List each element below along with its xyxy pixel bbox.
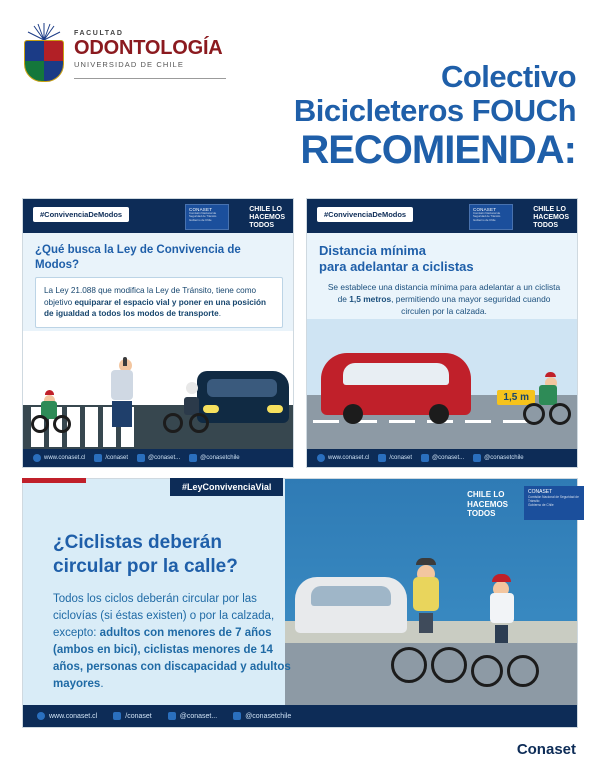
panel1-callout-pre: La Ley 21.088 que modifica la Ley de Tránsito, tiene como objetivo — [44, 286, 257, 307]
panel1-brand-slogan — [249, 206, 285, 230]
footer-web[interactable]: www.conaset.cl — [37, 712, 97, 720]
chile-lo-line1: CHILE LO — [467, 490, 505, 499]
instagram-icon — [189, 454, 197, 462]
red-car-icon — [321, 353, 471, 415]
facebook-icon — [94, 454, 102, 462]
title-line-1: Colectivo — [440, 59, 576, 94]
footer-instagram[interactable]: @conasetchile — [473, 454, 523, 462]
footer-instagram[interactable]: @conasetchile — [189, 454, 239, 462]
title-line-3: RECOMIENDA: — [300, 128, 576, 172]
bike-wheel — [507, 655, 539, 687]
footer-facebook[interactable]: /conaset — [113, 712, 151, 720]
bike-wheel — [431, 647, 467, 683]
dark-car-icon — [197, 371, 289, 423]
chile-lo-line3: TODOS — [467, 509, 496, 518]
logo-faculty-label: FACULTAD — [74, 30, 124, 37]
footer-brand: Conaset — [516, 741, 576, 758]
footer-instagram[interactable]: @conasetchile — [233, 712, 291, 720]
panel2-body-bold: 1,5 metros — [349, 294, 392, 304]
panel1-callout-post: . — [218, 309, 221, 318]
globe-icon — [37, 712, 45, 720]
panel2-illustration — [307, 319, 578, 449]
chile-lo-line1: CHILE LO — [249, 206, 282, 213]
conaset-logo-icon — [524, 486, 584, 520]
motorcycle-wheel — [189, 413, 209, 433]
conaset-logo-sub: Comisión Nacional de Seguridad de Tránsito — [528, 495, 579, 503]
panel3-brand-slogan — [467, 490, 508, 519]
panel3-hashtag: #LeyConvivenciaVial — [170, 478, 283, 496]
bike-wheel — [31, 415, 49, 433]
panel-distancia-minima — [306, 198, 578, 468]
conaset-logo-icon — [185, 204, 229, 230]
panel3-body-post: . — [100, 678, 104, 690]
panel2-title-line1: Distancia mínima — [319, 243, 426, 258]
panel2-footer — [307, 449, 577, 467]
panel1-illustration — [23, 331, 294, 449]
facebook-icon — [113, 712, 121, 720]
panel1-footer — [23, 449, 293, 467]
bike-wheel — [53, 415, 71, 433]
distance-label: 1,5 m — [497, 390, 535, 405]
panel3-body-pre: Todos los ciclos deberán circular por las ciclovías (si éstas existen) o por la calzada, excepto: — [53, 593, 275, 639]
university-crest-icon — [20, 22, 68, 84]
panel3-body-bold: adultos con menores de 7 años (ambos en bici), ciclistas menores de 14 años, personas con discapacidad y adultos mayores — [53, 627, 291, 690]
chile-lo-line2: HACEMOS — [467, 499, 508, 509]
chile-lo-line3: TODOS — [249, 222, 274, 229]
logo-university-label: UNIVERSIDAD DE CHILE — [74, 60, 184, 69]
panel3-title-line2: circular por la calle? — [53, 556, 238, 577]
cyclist-figure — [539, 377, 557, 405]
footer-web[interactable]: www.conaset.cl — [33, 454, 85, 462]
instagram-icon — [233, 712, 241, 720]
globe-icon — [317, 454, 325, 462]
panel1-hashtag: #ConvivenciaDeModos — [33, 207, 129, 222]
conaset-logo-gob: Gobierno de Chile — [189, 217, 212, 222]
chile-lo-line2: HACEMOS — [249, 214, 285, 221]
footer-facebook[interactable]: /conaset — [94, 454, 128, 462]
panel3-body — [53, 591, 303, 693]
panel3-title-line1: ¿Ciclistas deberán — [53, 532, 222, 553]
footer-facebook[interactable]: /conaset — [378, 454, 412, 462]
logo-school-label: ODONTOLOGÍA — [74, 37, 223, 59]
title-line-2: Bicicleteros FOUCh — [293, 93, 576, 128]
footer-twitter[interactable]: @conaset... — [137, 454, 180, 462]
panel3-title — [53, 531, 293, 579]
panel2-title — [319, 243, 569, 275]
conaset-logo-sub: Comisión Nacional de Seguridad de Tránsito — [473, 211, 501, 219]
conaset-logo-gob: Gobierno de Chile — [528, 503, 554, 507]
bike-wheel — [523, 403, 545, 425]
panel2-brand-slogan — [533, 206, 569, 230]
footer-twitter[interactable]: @conaset... — [168, 712, 217, 720]
poster-title — [156, 60, 576, 172]
motorcyclist-figure — [186, 382, 199, 415]
twitter-icon — [421, 454, 429, 462]
conaset-logo-icon — [469, 204, 513, 230]
globe-icon — [33, 454, 41, 462]
white-car-icon — [295, 577, 407, 633]
facebook-icon — [378, 454, 386, 462]
cyclist-child-figure — [485, 581, 514, 643]
footer-web[interactable]: www.conaset.cl — [317, 454, 369, 462]
panel3-footer — [23, 705, 577, 727]
panel1-title: ¿Qué busca la Ley de Convivencia de Modos? — [35, 244, 241, 271]
twitter-icon — [137, 454, 145, 462]
panel2-hashtag: #ConvivenciaDeModos — [317, 207, 413, 222]
panel3-red-strip — [22, 478, 86, 483]
bike-wheel — [549, 403, 571, 425]
bike-wheel — [471, 655, 503, 687]
conaset-logo-title: CONASET — [189, 207, 213, 212]
panel1-callout — [35, 277, 283, 328]
bike-wheel — [391, 647, 427, 683]
panel2-title-line2: para adelantar a ciclistas — [319, 259, 474, 274]
conaset-logo-gob: Gobierno de Chile — [473, 217, 496, 222]
panel2-body-pre: Se establece una distancia mínima para adelantar a un ciclista de — [327, 282, 561, 304]
conaset-logo-title: CONASET — [528, 489, 553, 495]
instagram-icon — [473, 454, 481, 462]
panel1-callout-bold: equiparar el espacio vial y poner en una posición de igualdad a todos los modos de transporte — [44, 297, 267, 318]
chile-lo-line2: HACEMOS — [533, 214, 569, 221]
chile-lo-line1: CHILE LO — [533, 206, 566, 213]
footer-twitter[interactable]: @conaset... — [421, 454, 464, 462]
conaset-logo-sub: Comisión Nacional de Seguridad de Tránsito — [189, 211, 217, 219]
panel2-body — [323, 281, 565, 317]
cyclist-woman-figure — [407, 565, 439, 633]
conaset-logo-title: CONASET — [473, 207, 497, 212]
chile-lo-line3: TODOS — [533, 222, 558, 229]
motorcycle-wheel — [163, 413, 183, 433]
pedestrian-figure — [111, 359, 133, 427]
twitter-icon — [168, 712, 176, 720]
panel-ley-convivencia — [22, 198, 294, 468]
panel2-body-post: , permitiendo una mayor seguridad cuando circulen por la calzada. — [391, 294, 551, 316]
